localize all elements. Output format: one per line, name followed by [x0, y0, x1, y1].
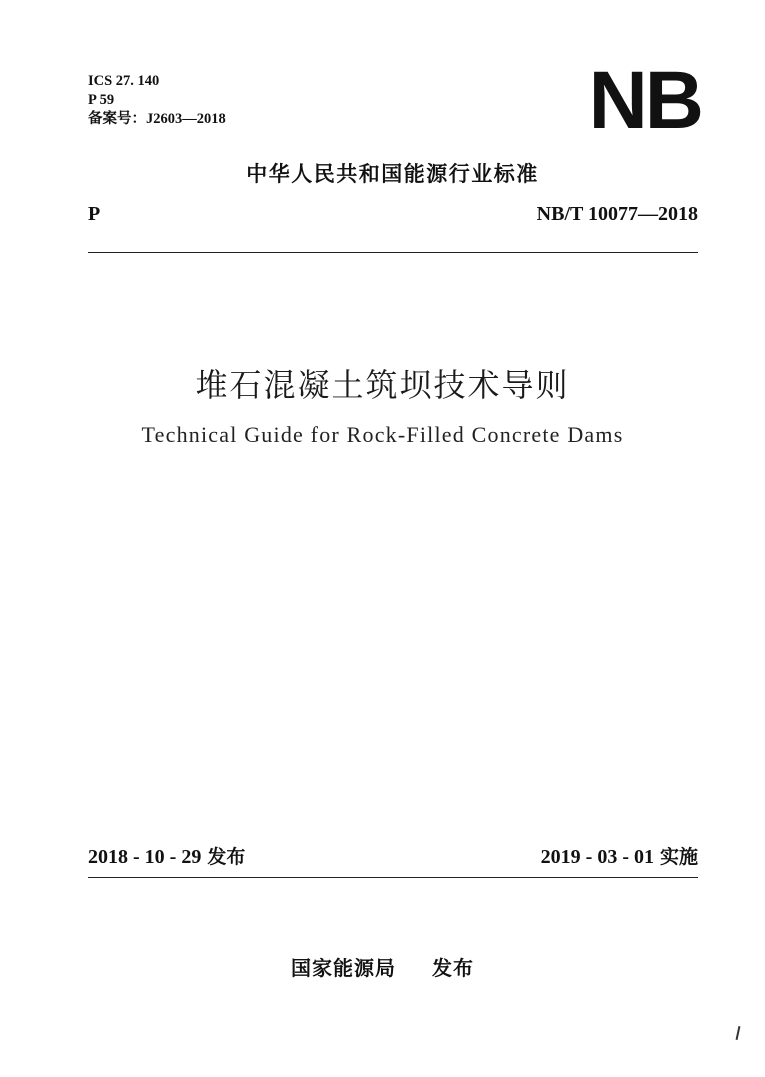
- classification-code: P: [88, 203, 101, 225]
- nb-logo: NB: [588, 55, 701, 146]
- ics-code: ICS 27. 140: [88, 73, 160, 89]
- standard-number: NB/T 10077—2018: [536, 203, 698, 225]
- title-chinese: 堆石混凝土筑坝技术导则: [195, 366, 570, 404]
- record-number: 备案号：J2603—2018: [88, 111, 226, 127]
- class-code-small: P 59: [88, 92, 115, 108]
- publisher-label: 发布: [432, 956, 474, 980]
- top-divider: [88, 252, 698, 253]
- title-english: Technical Guide for Rock-Filled Concrete Dams: [141, 422, 624, 447]
- implement-date: 2019 - 03 - 01: [540, 846, 654, 868]
- organization-title: 中华人民共和国能源行业标准: [246, 162, 539, 186]
- publisher-name: 国家能源局: [291, 956, 396, 980]
- implement-label: 实施: [659, 846, 698, 868]
- implement-date-block: [541, 842, 698, 869]
- bottom-divider: [88, 877, 698, 878]
- publisher-line: [0, 952, 765, 981]
- scan-edge-mark: [736, 1026, 741, 1040]
- header-meta: [88, 72, 226, 129]
- issue-label: 发布: [207, 846, 246, 868]
- issue-date: 2018 - 10 - 29: [88, 846, 202, 868]
- issue-date-block: [88, 842, 245, 869]
